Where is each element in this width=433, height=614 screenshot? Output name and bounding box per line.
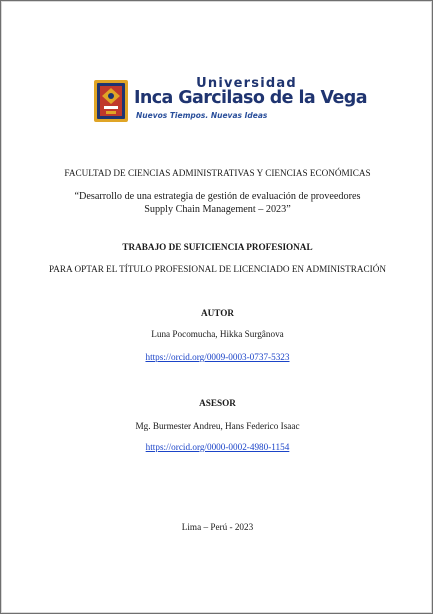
author-orcid-link[interactable]: https://orcid.org/0009-0003-0737-5323: [145, 352, 290, 362]
author-heading: AUTOR: [200, 308, 234, 318]
thesis-title-line2: Supply Chain Management – 2023”: [144, 204, 291, 215]
wordmark-line2: Inca Garcilaso de la Vega: [134, 88, 367, 108]
university-wordmark: [134, 76, 367, 126]
faculty-name: FACULTAD DE CIENCIAS ADMINISTRATIVAS Y CIENCIAS ECONÓMICAS: [64, 168, 371, 178]
document-page: [1, 1, 432, 613]
author-orcid-row: [2, 352, 433, 362]
degree-statement: PARA OPTAR EL TÍTULO PROFESIONAL DE LICENCIADO EN ADMINISTRACIÓN: [49, 264, 386, 274]
advisor-name: Mg. Burmester Andreu, Hans Federico Isaac: [135, 421, 300, 431]
wordmark-tagline: Nuevos Tiempos. Nuevas Ideas: [136, 111, 268, 120]
university-logo: [94, 76, 367, 126]
university-crest-icon: [94, 80, 128, 122]
place-year: Lima – Perú - 2023: [181, 522, 254, 532]
author-name: Luna Pocomucha, Hikka Surgânova: [151, 329, 284, 339]
advisor-heading: ASESOR: [199, 398, 236, 408]
thesis-title-line1: “Desarrollo de una estrategia de gestión de evaluación de proveedores: [74, 191, 361, 202]
work-type: TRABAJO DE SUFICIENCIA PROFESIONAL: [122, 242, 313, 252]
advisor-orcid-row: [2, 442, 433, 452]
wordmark-line1: Universidad: [196, 76, 297, 91]
advisor-orcid-link[interactable]: https://orcid.org/0000-0002-4980-1154: [145, 442, 290, 452]
